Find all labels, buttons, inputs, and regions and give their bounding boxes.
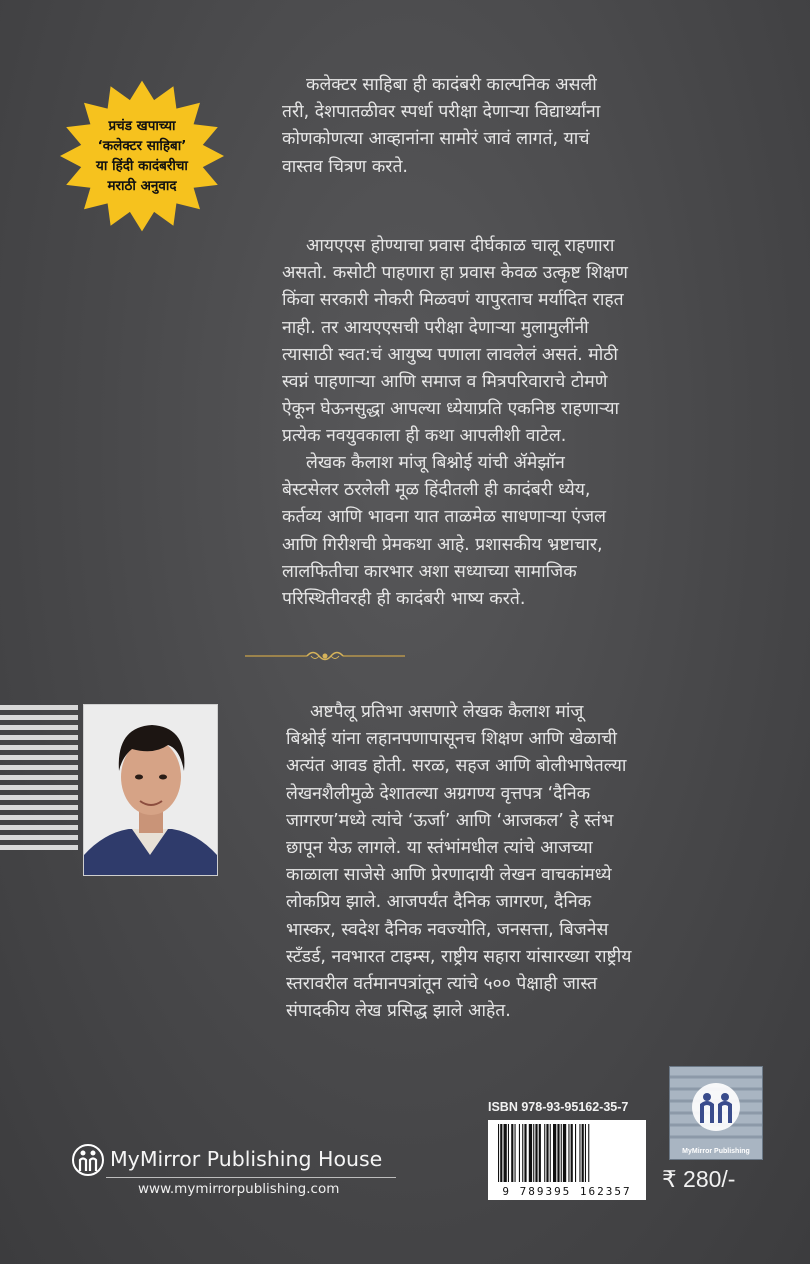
text-line: लेखनशैलीमुळे देशातल्या अग्रगण्य वृत्तपत्र ‘दैनिक: [286, 783, 591, 804]
text-line: जागरण’मध्ये त्यांचे ‘ऊर्जा’ आणि ‘आजकल’ हे स्तंभ: [286, 810, 614, 831]
text-line: त्यासाठी स्वत:चं आयुष्य पणाला लावलेलं असतं. मोठी: [282, 344, 618, 365]
text-line: संपादकीय लेख प्रसिद्ध झाले आहेत.: [286, 1001, 511, 1022]
text-line: कलेक्टर साहिबा ही कादंबरी काल्पनिक असली: [306, 75, 597, 95]
text-line: स्तरावरील वर्तमानपत्रांतून त्यांचे ५०० पेक्षाही जास्त: [286, 974, 598, 995]
text-line: अष्टपैलू प्रतिभा असणारे लेखक कैलाश मांजू: [310, 702, 584, 722]
badge-text: [76, 116, 208, 196]
text-line: स्वप्नं पाहणाऱ्या आणि समाज व मित्रपरिवाराचे टोमणे: [282, 372, 608, 393]
barcode-digits: 9 789395 162357: [502, 1185, 632, 1198]
starburst-badge: [52, 76, 232, 236]
text-line: बेस्टसेलर ठरलेली मूळ हिंदीतली ही कादंबरी ध्येय,: [282, 480, 591, 501]
barcode-bar: [575, 1124, 576, 1182]
author-bio: [286, 699, 706, 1025]
publisher-seal-caption: MyMirror Publishing: [682, 1148, 750, 1155]
barcode-bar: [533, 1124, 534, 1182]
barcode-bar: [585, 1124, 586, 1182]
blurb-paragraph-2: [282, 233, 702, 451]
barcode-bar: [529, 1124, 532, 1182]
barcode-bar: [508, 1124, 509, 1182]
text-line: स्टँडर्ड, नवभारत टाइम्स, राष्ट्रीय सहारा यांसारख्या राष्ट्रीय: [286, 946, 632, 967]
barcode-bar: [511, 1124, 513, 1182]
author-portrait-icon: [84, 705, 217, 875]
badge-line: ‘कलेक्टर साहिबा’: [97, 138, 187, 154]
text-line: छापून येऊ लागले. या स्तंभांमधील त्यांचे आजच्या: [286, 838, 593, 859]
publisher-seal-icon: [670, 1067, 762, 1159]
text-line: प्रत्येक नवयुवकाला ही कथा आपलीशी वाटेल.: [282, 426, 567, 447]
badge-line: प्रचंड खपाच्या: [108, 118, 176, 134]
text-line: कर्तव्य आणि भावना यात ताळमेळ साधणाऱ्या एंजल: [282, 507, 606, 528]
text-line: अत्यंत आवड होती. सरळ, सहज आणि बोलीभाषेतल्या: [286, 756, 627, 777]
text-line: किंवा सरकारी नोकरी मिळवणं यापुरताच मर्यादित राहत: [282, 290, 624, 311]
text-line: परिस्थितीवरही ही कादंबरी भाष्य करते.: [282, 589, 526, 610]
barcode-bar: [515, 1124, 516, 1182]
publisher-logo-icon: [70, 1143, 106, 1177]
barcode-bar: [563, 1124, 566, 1182]
text-line: काळाला साजेसे आणि प्रेरणादायी लेखन वाचकांमध्ये: [286, 865, 612, 886]
barcode-icon: [488, 1120, 646, 1184]
barcode-bar: [588, 1124, 589, 1182]
barcode-bar: [500, 1124, 502, 1182]
text-line: वास्तव चित्रण करते.: [282, 156, 408, 177]
publisher-url: www.mymirrorpublishing.com: [138, 1181, 340, 1197]
text-line: भास्कर, स्वदेश दैनिक नवज्योति, जनसत्ता, बिजनेस: [286, 919, 609, 940]
publisher-name: MyMirror Publishing House: [110, 1147, 383, 1171]
author-photo: [83, 704, 218, 876]
blurb-paragraph-3: [282, 450, 702, 613]
barcode-bar: [524, 1124, 526, 1182]
text-line: आणि गिरीशची प्रेमकथा आहे. प्रशासकीय भ्रष्टाचार,: [282, 534, 603, 555]
text-line: कोणकोणत्या आव्हानांना सामोरं जावं लागतं, याचं: [282, 129, 590, 150]
barcode-bar: [539, 1124, 541, 1182]
publisher-block: [70, 1143, 400, 1203]
barcode-bar: [579, 1124, 580, 1182]
barcode-bar: [557, 1124, 559, 1182]
text-line: नाही. तर आयएएसची परीक्षा देणाऱ्या मुलामुलींनी: [282, 317, 589, 338]
text-line: लालफितीचा कारभार अशा सध्याच्या सामाजिक: [282, 561, 577, 582]
stripe-decoration: [0, 705, 78, 855]
text-line: लेखक कैलाश मांजू बिश्नोई यांची ॲमेझॉन: [306, 453, 565, 473]
text-line: बिश्नोई यांना लहानपणापासूनच शिक्षण आणि खेळाची: [286, 729, 617, 750]
barcode-bar: [504, 1124, 507, 1182]
barcode-bar: [550, 1124, 551, 1182]
barcode-bar: [561, 1124, 562, 1182]
barcode-bar: [522, 1124, 523, 1182]
barcode-bar: [519, 1124, 520, 1182]
publisher-seal: [669, 1066, 763, 1160]
badge-line: मराठी अनुवाद: [107, 178, 177, 194]
publisher-underline: [106, 1177, 396, 1178]
text-line: तरी, देशपातळीवर स्पर्धा परीक्षा देणाऱ्या विद्यार्थ्यांना: [282, 102, 601, 123]
text-line: लोकप्रिय झाले. आजपर्यंत दैनिक जागरण, दैनिक: [286, 892, 592, 913]
barcode: [488, 1120, 646, 1200]
barcode-bar: [498, 1124, 499, 1182]
blurb-paragraph-1: [282, 72, 682, 181]
barcode-bar: [553, 1124, 556, 1182]
isbn-label: ISBN 978-93-95162-35-7: [488, 1100, 629, 1114]
text-line: आयएएस होण्याचा प्रवास दीर्घकाळ चालू राहणारा: [306, 236, 615, 256]
price-label: ₹ 280/-: [662, 1166, 736, 1192]
barcode-bar: [582, 1124, 584, 1182]
barcode-bar: [568, 1124, 569, 1182]
barcode-bar: [544, 1124, 545, 1182]
barcode-bar: [535, 1124, 537, 1182]
barcode-bar: [571, 1124, 573, 1182]
badge-line: या हिंदी कादंबरीचा: [96, 158, 188, 174]
ornament-divider-icon: [245, 648, 405, 664]
barcode-bar: [546, 1124, 548, 1182]
text-line: ऐकून घेऊनसुद्धा आपल्या ध्येयाप्रति एकनिष्ठ राहणाऱ्या: [282, 399, 620, 420]
text-line: असतो. कसोटी पाहणारा हा प्रवास केवळ उत्कृष्ट शिक्षण: [282, 263, 628, 284]
